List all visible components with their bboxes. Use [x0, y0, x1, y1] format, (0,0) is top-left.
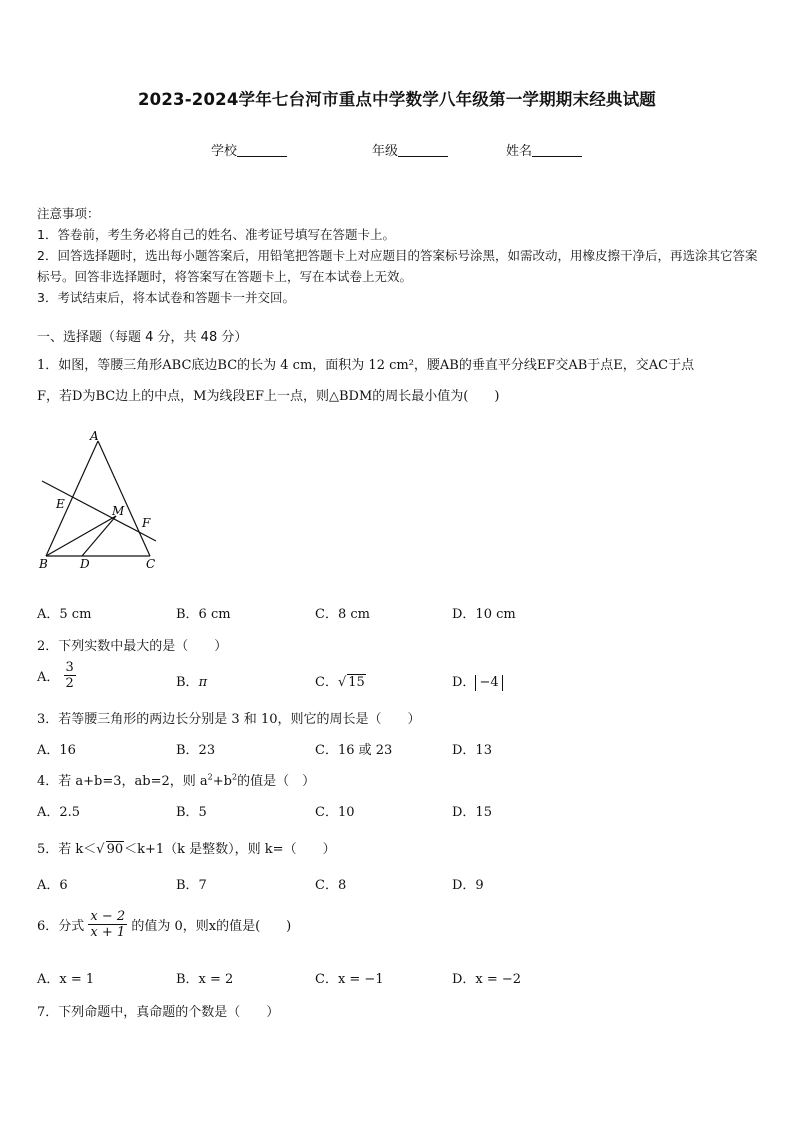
q5-radicand: 90 [106, 842, 124, 857]
label-e: E [56, 497, 65, 511]
q2-b-value: π [198, 675, 208, 690]
label-f: F [142, 516, 151, 530]
section-heading: 一、选择题（每题 4 分，共 48 分） [37, 330, 248, 345]
note-3: 3．考试结束后，将本试卷和答题卡一并交回。 [37, 290, 295, 305]
q2-a-denominator: 2 [65, 676, 74, 691]
label-a: A [90, 429, 99, 443]
q3-option-b[interactable]: B．23 [176, 743, 216, 758]
q5-option-d[interactable]: D．9 [452, 878, 484, 893]
q2-option-b[interactable] [176, 671, 207, 690]
label-d: D [80, 557, 90, 571]
q6-option-d[interactable]: D．x = −2 [452, 972, 522, 987]
q6-denominator: x + 1 [90, 925, 126, 940]
notes-block [37, 203, 759, 308]
q4-exponent-1: 2 [207, 772, 213, 782]
segment-bm [46, 516, 116, 556]
q2-option-a[interactable] [37, 660, 76, 691]
q4-stem [37, 770, 315, 789]
segment-dm [82, 516, 116, 556]
school-blank[interactable] [237, 143, 287, 157]
q6-stem-pre: 6．分式 [37, 919, 85, 934]
radical-icon: √ [337, 675, 347, 690]
q6-option-c[interactable]: C．x = −1 [315, 972, 384, 987]
q2-c-radicand: 15 [348, 675, 365, 690]
q4-stem-post: 的值是（ ） [237, 774, 316, 789]
page-title: 2023-2024学年七台河市重点中学数学八年级第一学期期末经典试题 [138, 90, 656, 109]
q4-option-b[interactable]: B．5 [176, 805, 207, 820]
q1-line2: F，若D为BC边上的中点，M为线段EF上一点，则△BDM的周长最小值为( ) [37, 389, 500, 404]
q1-option-a[interactable]: A．5 cm [37, 607, 92, 622]
q7-stem: 7．下列命题中，真命题的个数是（ ） [37, 1005, 280, 1020]
q2-option-d[interactable] [452, 671, 503, 691]
grade-blank[interactable] [398, 143, 448, 157]
school-field[interactable] [211, 140, 287, 159]
q1-option-d[interactable]: D．10 cm [452, 607, 516, 622]
label-c: C [146, 557, 156, 571]
name-field[interactable] [506, 140, 582, 159]
name-label: 姓名 [506, 144, 533, 159]
q1-triangle-figure [36, 428, 166, 576]
q2-stem: 2．下列实数中最大的是（ ） [37, 639, 228, 654]
q2-a-numerator: 3 [65, 660, 74, 675]
q4-stem-mid: +b [212, 774, 232, 789]
side-ac [98, 441, 150, 556]
radical-icon: √ [96, 842, 105, 857]
grade-label: 年级 [372, 144, 399, 159]
q2-d-absolute-value: −4 [475, 675, 502, 691]
q3-option-d[interactable]: D．13 [452, 743, 492, 758]
q4-option-d[interactable]: D．15 [452, 805, 492, 820]
q2-c-label: C． [315, 675, 338, 690]
q4-option-a[interactable]: A．2.5 [37, 805, 81, 820]
q4-exponent-2: 2 [231, 772, 238, 782]
q5-option-c[interactable]: C．8 [315, 878, 347, 893]
q5-option-b[interactable]: B．7 [176, 878, 207, 893]
q6-stem [37, 909, 291, 940]
q5-option-a[interactable]: A．6 [37, 878, 68, 893]
q1-line1: 1．如图，等腰三角形ABC底边BC的长为 4 cm，面积为 12 cm²，腰AB的垂直平分线EF交AB于点E，交AC于点 [37, 358, 695, 373]
grade-field[interactable] [372, 140, 448, 159]
q3-stem: 3．若等腰三角形的两边长分别是 3 和 10，则它的周长是（ ） [37, 712, 421, 727]
name-blank[interactable] [532, 143, 582, 157]
q1-option-b[interactable]: B．6 cm [176, 607, 231, 622]
q4-option-c[interactable]: C．10 [315, 805, 355, 820]
q6-stem-post: 的值为 0，则x的值是( ) [131, 919, 292, 934]
line-ef [42, 481, 156, 541]
q6-numerator: x − 2 [90, 909, 126, 924]
q6-option-a[interactable]: A．x = 1 [37, 972, 95, 987]
school-label: 学校 [211, 144, 238, 159]
q2-a-label: A． [37, 670, 60, 685]
q1-option-c[interactable]: C．8 cm [315, 607, 370, 622]
note-1: 1．答卷前，考生务必将自己的姓名、准考证号填写在答题卡上。 [37, 227, 395, 242]
note-2: 2．回答选择题时，选出每小题答案后，用铅笔把答题卡上对应题目的答案标号涂黑，如需改动，用橡皮擦干净后，再选涂其它答案标号。回答非选择题时，将答案写在答题卡上，写在本试卷上无效。 [37, 248, 758, 284]
q2-b-label: B． [176, 675, 199, 690]
q6-option-b[interactable]: B．x = 2 [176, 972, 234, 987]
notes-heading: 注意事项： [37, 206, 100, 221]
q3-option-c[interactable]: C．16 或 23 [315, 743, 393, 758]
side-ab [46, 441, 98, 556]
q2-d-label: D． [452, 675, 476, 690]
q3-option-a[interactable]: A．16 [37, 743, 76, 758]
label-m: M [112, 504, 125, 518]
q5-stem [37, 838, 336, 857]
q4-stem-pre: 4．若 a+b=3，ab=2，则 a [37, 774, 208, 789]
q5-stem-pre: 5．若 k＜ [37, 842, 97, 857]
q6-fraction [88, 909, 127, 940]
q2-a-fraction [64, 660, 76, 691]
q2-option-c[interactable] [315, 671, 366, 690]
label-b: B [39, 557, 48, 571]
q5-stem-post: ＜k+1（k 是整数），则 k=（ ） [124, 842, 336, 857]
